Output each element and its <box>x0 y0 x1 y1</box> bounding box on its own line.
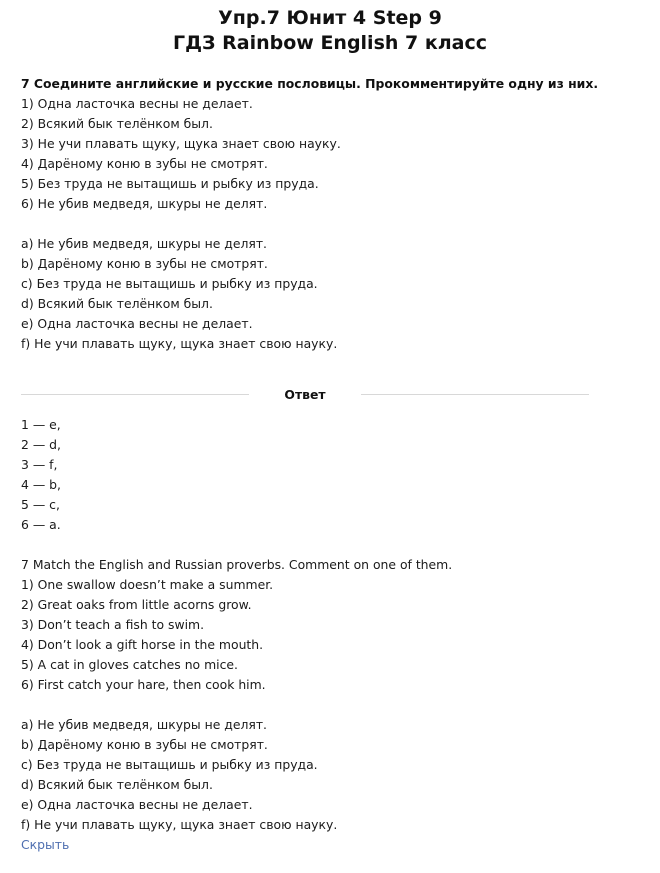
task-en-heading: 7 Match the English and Russian proverbs. Comment on one of them. <box>21 557 453 572</box>
option-item: b) Дарёному коню в зубы не смотрят. <box>21 737 268 752</box>
option-item: e) Одна ласточка весны не делает. <box>21 316 253 331</box>
list-item: 5) A cat in gloves catches no mice. <box>21 657 238 672</box>
list-item: 5) Без труда не вытащишь и рыбку из пруда. <box>21 176 319 191</box>
list-item: 1) Одна ласточка весны не делает. <box>21 96 253 111</box>
option-item: c) Без труда не вытащишь и рыбку из пруда. <box>21 276 318 291</box>
option-item: e) Одна ласточка весны не делает. <box>21 797 253 812</box>
list-item: 2) Great oaks from little acorns grow. <box>21 597 252 612</box>
answer-divider <box>21 385 589 405</box>
spacer <box>21 214 641 234</box>
option-item: d) Всякий бык телёнком был. <box>21 777 213 792</box>
option-item: c) Без труда не вытащишь и рыбку из пруда. <box>21 757 318 772</box>
answer-pair: 5 — c, <box>21 497 60 512</box>
option-item: a) Не убив медведя, шкуры не делят. <box>21 236 267 251</box>
answer-block <box>21 415 641 535</box>
option-item: f) Не учи плавать щуку, щука знает свою науку. <box>21 817 338 832</box>
divider-line-right <box>361 394 589 395</box>
list-item: 6) First catch your hare, then cook him. <box>21 677 266 692</box>
list-item: 4) Don’t look a gift horse in the mouth. <box>21 637 264 652</box>
task-en-block <box>21 555 641 855</box>
list-item: 3) Не учи плавать щуку, щука знает свою науку. <box>21 136 341 151</box>
answer-pair: 4 — b, <box>21 477 61 492</box>
option-item: b) Дарёному коню в зубы не смотрят. <box>21 256 268 271</box>
option-item: a) Не убив медведя, шкуры не делят. <box>21 717 267 732</box>
list-item: 4) Дарёному коню в зубы не смотрят. <box>21 156 268 171</box>
list-item: 3) Don’t teach a fish to swim. <box>21 617 205 632</box>
list-item: 2) Всякий бык телёнком был. <box>21 116 213 131</box>
page-subtitle: ГДЗ Rainbow English 7 класс <box>172 32 488 54</box>
answer-label: Ответ <box>284 387 326 402</box>
list-item: 6) Не убив медведя, шкуры не делят. <box>21 196 268 211</box>
answer-pair: 6 — a. <box>21 517 61 532</box>
answer-pair: 2 — d, <box>21 437 61 452</box>
spacer <box>21 695 641 715</box>
task-ru-block <box>21 74 641 354</box>
option-item: f) Не учи плавать щуку, щука знает свою науку. <box>21 336 338 351</box>
page-title: Упр.7 Юнит 4 Step 9 <box>218 7 442 29</box>
answer-pair: 3 — f, <box>21 457 58 472</box>
option-item: d) Всякий бык телёнком был. <box>21 296 213 311</box>
answer-pair: 1 — e, <box>21 417 61 432</box>
list-item: 1) One swallow doesn’t make a summer. <box>21 577 274 592</box>
task-ru-heading: 7 Соедините английские и русские пословицы. Прокомментируйте одну из них. <box>21 76 599 91</box>
hide-link[interactable]: Скрыть <box>21 837 70 852</box>
